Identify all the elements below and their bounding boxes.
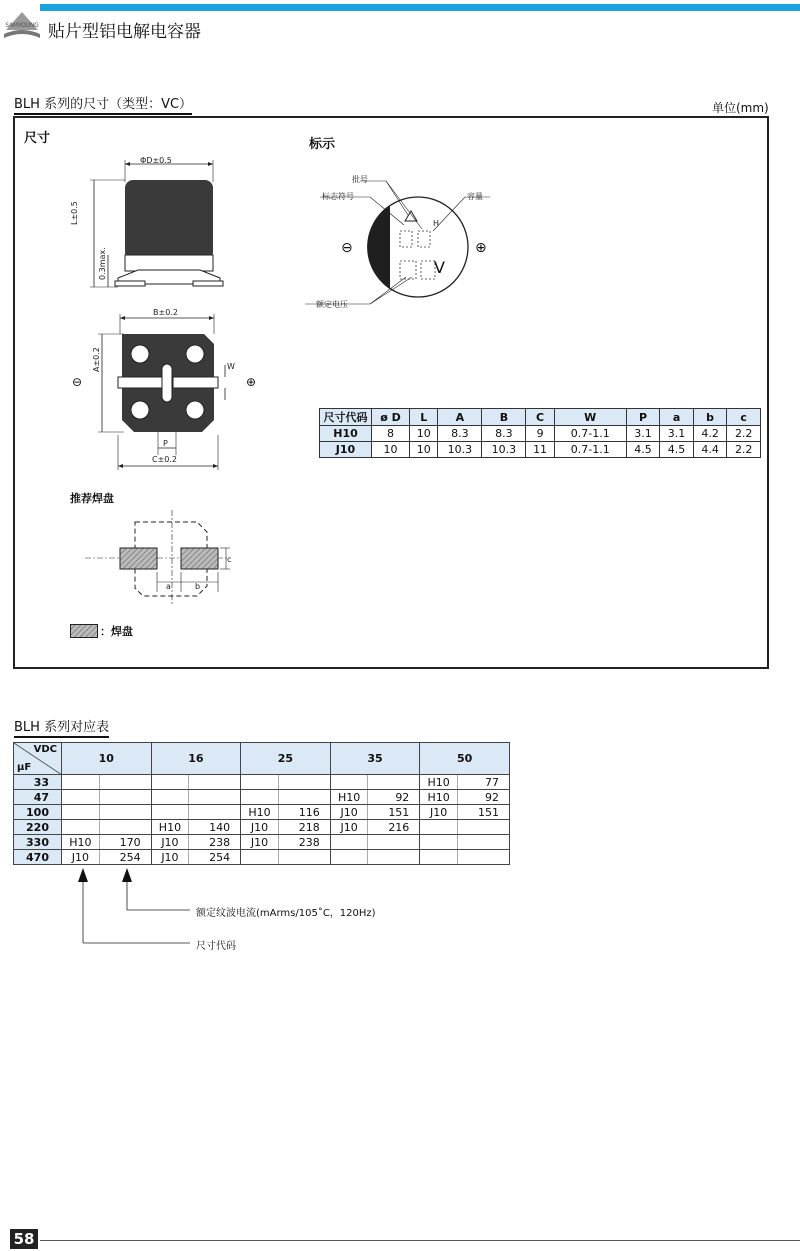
table-cell: 8.3 [438, 426, 482, 442]
ripple-current-cell [99, 790, 151, 805]
marking-minus-icon: ⊖ [341, 240, 353, 256]
table-cell: 3.1 [660, 426, 694, 442]
table-cell: 4.5 [660, 442, 694, 458]
ripple-current-cell: 254 [189, 850, 241, 865]
size-code-cell: J10 [151, 850, 189, 865]
size-code-cell [330, 850, 368, 865]
ripple-note: 额定纹波电流(mArms/105˚C，120Hz) [196, 908, 376, 919]
table-notes-arrows [70, 868, 210, 953]
size-code-cell: J10 [330, 820, 368, 835]
recommended-pad-drawing [85, 510, 245, 610]
size-code-cell: J10 [241, 835, 279, 850]
pad-a-label: a [166, 582, 171, 591]
ripple-current-cell [458, 820, 510, 835]
pad-title: 推荐焊盘 [70, 492, 114, 505]
ripple-current-cell [99, 775, 151, 790]
table-row [14, 775, 510, 790]
table-row [320, 442, 761, 458]
size-code-cell: J10 [241, 820, 279, 835]
table-cell: 4.4 [693, 442, 727, 458]
dimension-table-header-row [320, 409, 761, 426]
table-cell: 10.3 [438, 442, 482, 458]
size-code-cell: H10 [420, 775, 458, 790]
ripple-current-cell [189, 805, 241, 820]
table-header-cell: A [438, 409, 482, 426]
capacitance-cell: 220 [14, 820, 62, 835]
table-row [14, 790, 510, 805]
table-header-cell: B [482, 409, 526, 426]
capacitance-cell: 470 [14, 850, 62, 865]
dimension-table [319, 408, 761, 458]
voltage-header: 35 [330, 743, 420, 775]
w-label: W [227, 362, 235, 371]
size-code-cell [62, 775, 100, 790]
pad-c-label: c [227, 555, 232, 564]
table-header-cell: b [693, 409, 727, 426]
capacitance-cell: 330 [14, 835, 62, 850]
size-code-cell [420, 820, 458, 835]
size-code-cell [241, 775, 279, 790]
ripple-current-cell [278, 775, 330, 790]
minus-terminal-icon: ⊖ [72, 375, 83, 389]
phi-d-label: ΦD±0.5 [140, 156, 172, 165]
table-cell: 8.3 [482, 426, 526, 442]
ripple-current-cell: 92 [368, 790, 420, 805]
plus-terminal-icon: ⊕ [246, 375, 257, 389]
voltage-header: 16 [151, 743, 241, 775]
ripple-current-cell: 238 [189, 835, 241, 850]
size-code-cell [151, 775, 189, 790]
ripple-current-cell: 238 [278, 835, 330, 850]
ripple-current-cell [458, 835, 510, 850]
p-label: P [163, 439, 168, 448]
ripple-current-cell [368, 850, 420, 865]
h-mark-label: H [433, 219, 440, 228]
table-header-cell: W [554, 409, 626, 426]
size-code-cell: H10 [320, 426, 372, 442]
table-row [14, 805, 510, 820]
table-header-cell: P [626, 409, 660, 426]
table-header-cell: 尺寸代码 [320, 409, 372, 426]
header-accent-bar [40, 4, 800, 11]
ripple-current-cell: 140 [189, 820, 241, 835]
table-header-cell: c [727, 409, 761, 426]
size-code-cell [151, 805, 189, 820]
ripple-current-cell: 151 [458, 805, 510, 820]
ripple-current-cell [368, 835, 420, 850]
size-code-cell: J10 [62, 850, 100, 865]
ripple-current-cell: 92 [458, 790, 510, 805]
ripple-current-cell [278, 850, 330, 865]
ripple-current-cell: 216 [368, 820, 420, 835]
voltage-header: 50 [420, 743, 510, 775]
table-header-cell: ø D [372, 409, 410, 426]
correspondence-section-title: BLH 系列对应表 [14, 716, 109, 738]
pad-legend-text: ：焊盘 [100, 625, 133, 638]
size-code-cell [420, 835, 458, 850]
ripple-current-cell [189, 790, 241, 805]
capacitance-cell: 33 [14, 775, 62, 790]
table-header-cell: a [660, 409, 694, 426]
table-cell: 10 [410, 442, 438, 458]
ripple-current-cell: 116 [278, 805, 330, 820]
document-title: 贴片型铝电解电容器 [48, 22, 201, 42]
size-code-cell: H10 [330, 790, 368, 805]
lot-label: 批号 [352, 175, 368, 184]
table-row [14, 835, 510, 850]
pad-b-label: b [195, 582, 201, 591]
ripple-current-cell [99, 805, 151, 820]
a-label: A±0.2 [92, 347, 101, 372]
pad-legend-swatch [70, 624, 98, 638]
marking-label: 标示 [309, 137, 336, 152]
ripple-current-cell: 254 [99, 850, 151, 865]
size-code-cell: H10 [151, 820, 189, 835]
table-row [14, 850, 510, 865]
ripple-current-cell [458, 850, 510, 865]
table-cell: 8 [372, 426, 410, 442]
v-mark-label: V [434, 258, 445, 277]
corner-uf: μF [17, 762, 32, 773]
table-cell: 0.7-1.1 [554, 426, 626, 442]
table-cell: 3.1 [626, 426, 660, 442]
table-cell: 10 [372, 442, 410, 458]
table-cell: 10 [410, 426, 438, 442]
table-cell: 11 [526, 442, 554, 458]
table-header-cell: C [526, 409, 554, 426]
dimension-section-title: BLH 系列的尺寸（类型：VC） [14, 93, 192, 115]
table-cell: 10.3 [482, 442, 526, 458]
size-code-cell: J10 [420, 805, 458, 820]
size-code-cell [241, 790, 279, 805]
table-cell: 0.7-1.1 [554, 442, 626, 458]
ripple-current-cell [278, 790, 330, 805]
capacitance-cell: 47 [14, 790, 62, 805]
ripple-current-cell: 170 [99, 835, 151, 850]
size-code-cell [151, 790, 189, 805]
max-label: 0.3max. [98, 247, 107, 280]
table-cell: 9 [526, 426, 554, 442]
ripple-current-cell: 77 [458, 775, 510, 790]
l-label: L±0.5 [70, 201, 79, 225]
marking-plus-icon: ⊕ [475, 240, 487, 256]
size-code-cell: J10 [320, 442, 372, 458]
size-code-cell: H10 [241, 805, 279, 820]
ripple-current-cell [368, 775, 420, 790]
size-code-cell [62, 805, 100, 820]
c-label: C±0.2 [152, 455, 178, 464]
ripple-current-cell: 151 [368, 805, 420, 820]
capacitor-bottom-view-drawing [80, 310, 270, 475]
size-code-cell [330, 775, 368, 790]
size-code-cell [241, 850, 279, 865]
correspondence-body [14, 775, 510, 865]
table-row [14, 820, 510, 835]
table-cell: 2.2 [727, 426, 761, 442]
capacity-label: 容量 [467, 192, 483, 201]
corner-vdc: VDC [33, 744, 57, 755]
correspondence-table [13, 742, 510, 865]
table-cell: 4.5 [626, 442, 660, 458]
ripple-current-cell [189, 775, 241, 790]
rated-voltage-label: 额定电压 [316, 300, 348, 309]
table-row [320, 426, 761, 442]
footer-divider [40, 1240, 800, 1241]
corner-cell [14, 743, 62, 775]
size-code-cell [330, 835, 368, 850]
table-cell: 4.2 [693, 426, 727, 442]
size-code-cell [62, 820, 100, 835]
brand-text: SAMYOUNG [5, 22, 39, 29]
size-label: 尺寸 [24, 131, 51, 146]
ripple-current-cell [99, 820, 151, 835]
size-code-cell: J10 [330, 805, 368, 820]
b-label: B±0.2 [153, 308, 178, 317]
size-code-cell: H10 [420, 790, 458, 805]
ripple-current-cell: 218 [278, 820, 330, 835]
table-header-cell: L [410, 409, 438, 426]
correspondence-header-row [14, 743, 510, 775]
voltage-header: 25 [241, 743, 331, 775]
page-number: 58 [10, 1229, 38, 1249]
size-code-note: 尺寸代码 [196, 941, 236, 952]
voltage-header: 10 [62, 743, 152, 775]
size-code-cell: H10 [62, 835, 100, 850]
table-cell: 2.2 [727, 442, 761, 458]
capacitance-cell: 100 [14, 805, 62, 820]
size-code-cell [420, 850, 458, 865]
symbol-label: 标志符号 [322, 192, 354, 201]
unit-label: 单位(mm) [712, 101, 769, 115]
size-code-cell [62, 790, 100, 805]
size-code-cell: J10 [151, 835, 189, 850]
